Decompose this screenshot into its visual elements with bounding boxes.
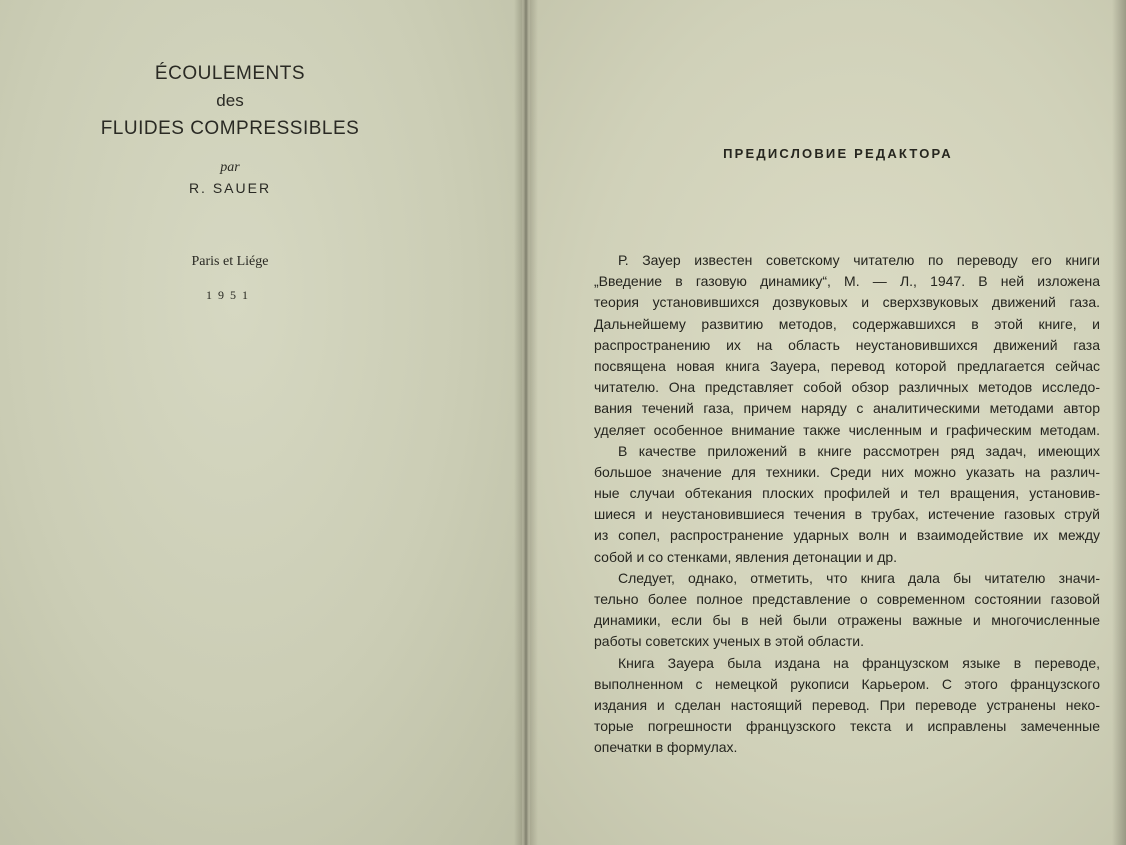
by-label: par xyxy=(220,160,240,175)
text-line: вания течений газа, причем наряду с аналитическими методами автор xyxy=(594,400,1100,417)
text-line: шиеся и неустановившиеся течения в трубах, истечение газовых струй xyxy=(594,506,1100,523)
text-line: большое значение для техники. Среди них можно указать на различ- xyxy=(594,463,1100,480)
text-line: собой и со стенками, явления детонации и др. xyxy=(594,548,898,565)
text-line: уделяет особенное внимание также численным и графическим методам. xyxy=(594,421,1100,438)
text-line: выполненном с немецкой рукописи Карьером. С этого французского xyxy=(594,675,1100,692)
text-line: Следует, однако, отметить, что книга дала бы читателю значи- xyxy=(618,569,1100,586)
text-line: распространению их на область неустановившихся движений газа xyxy=(594,336,1100,353)
title-page-block xyxy=(60,60,400,304)
author-name: R. SAUER xyxy=(188,180,272,196)
right-page xyxy=(530,0,1126,845)
text-line: работы советских ученых в этой области. xyxy=(594,633,864,650)
text-line: издания и сделан настоящий перевод. При переводе устранены неко- xyxy=(594,696,1100,713)
page-edge-shadow xyxy=(1112,0,1126,845)
text-line: читателю. Она представляет собой обзор различных методов исследо- xyxy=(594,379,1100,396)
text-line: торые погрешности французского текста и исправлены замеченные xyxy=(594,718,1100,735)
text-line: Книга Зауера была издана на французском языке в переводе, xyxy=(618,654,1100,671)
title-line-1: ÉCOULEMENTS xyxy=(154,63,306,84)
publication-place: Paris et Liége xyxy=(191,254,269,269)
left-page xyxy=(0,0,522,845)
text-line: Р. Зауер известен советскому читателю по переводу его книги xyxy=(618,252,1100,268)
text-line: ные случаи обтекания плоских профилей и тел вращения, установив- xyxy=(594,485,1100,502)
preface-heading: ПРЕДИСЛОВИЕ РЕДАКТОРА xyxy=(723,146,953,161)
text-line: тельно более полное представление о современном состоянии газовой xyxy=(594,591,1100,607)
text-line: „Введение в газовую динамику“, М. — Л., 1947. В ней изложена xyxy=(594,273,1100,290)
text-line: В качестве приложений в книге рассмотрен ряд задач, имеющих xyxy=(618,442,1100,459)
text-line: опечатки в формулах. xyxy=(594,739,738,756)
text-line: теория установившихся дозвуковых и сверхзвуковых движений газа. xyxy=(594,294,1100,311)
text-line: из сопел, распространение ударных волн и взаимодействие их между xyxy=(594,527,1100,544)
text-line: Дальнейшему развитию методов, содержавшихся в этой книге, и xyxy=(594,315,1100,332)
title-line-3: FLUIDES COMPRESSIBLES xyxy=(100,118,360,139)
text-line: динамики, если бы в ней были отражены важные и многочисленные xyxy=(594,612,1100,629)
text-line: посвящена новая книга Зауера, перевод которой предлагается сейчас xyxy=(594,357,1100,374)
book-gutter xyxy=(514,0,538,845)
preface-body xyxy=(594,250,1100,759)
title-line-2: des xyxy=(216,91,244,110)
publication-year: 1951 xyxy=(206,288,254,302)
